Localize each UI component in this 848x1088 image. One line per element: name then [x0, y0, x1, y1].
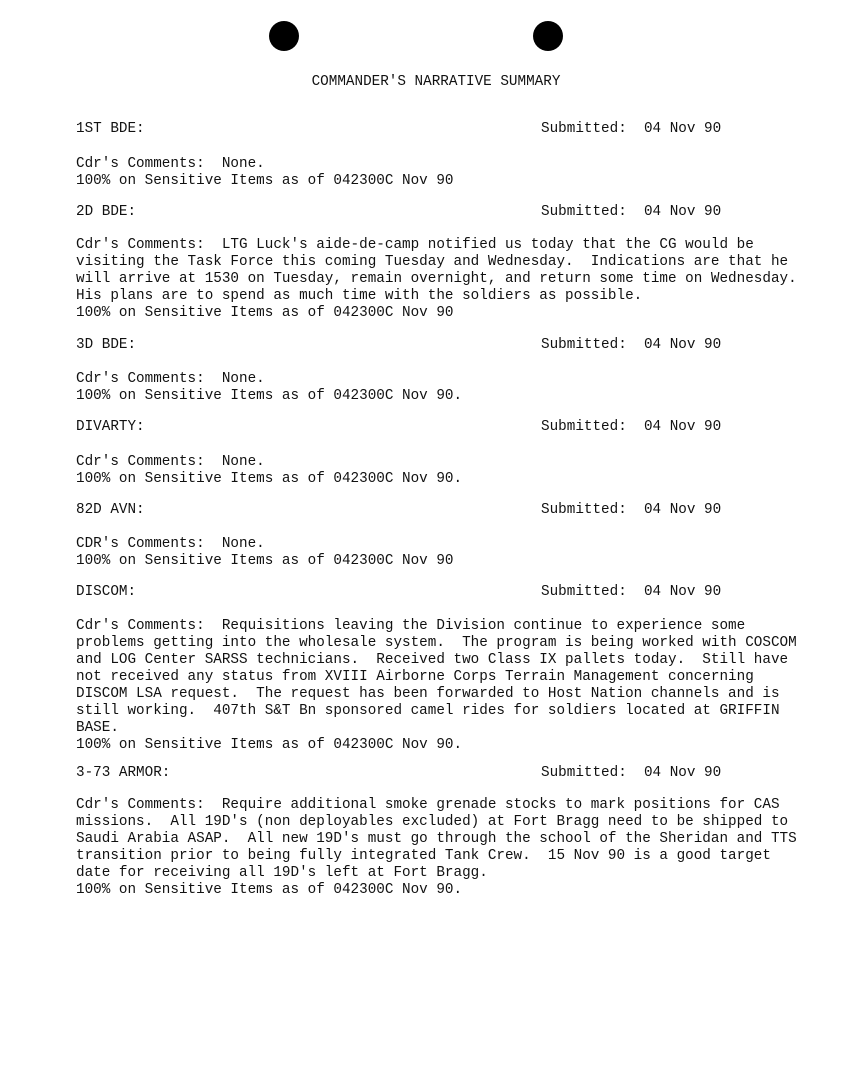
submitted-date: Submitted: 04 Nov 90 [541, 121, 722, 137]
comment-line: transition prior to being fully integrated Tank Crew. 15 Nov 90 is a good target [76, 848, 771, 864]
comment-line: 100% on Sensitive Items as of 042300C Nov 90. [76, 471, 463, 487]
comment-line: problems getting into the wholesale system. The program is being worked with COSCOM [76, 635, 797, 651]
comment-line: 100% on Sensitive Items as of 042300C Nov 90 [76, 305, 454, 321]
comment-line: and LOG Center SARSS technicians. Received two Class IX pallets today. Still have [76, 652, 789, 668]
comment-line: date for receiving all 19D's left at Fort Bragg. [76, 865, 488, 881]
comment-line: missions. All 19D's (non deployables excluded) at Fort Bragg need to be shipped to [76, 814, 789, 830]
submitted-date: Submitted: 04 Nov 90 [541, 204, 722, 220]
comment-line: Cdr's Comments: Require additional smoke grenade stocks to mark positions for CAS [76, 797, 780, 813]
comment-line: 100% on Sensitive Items as of 042300C Nov 90 [76, 553, 454, 569]
punch-hole-left [269, 21, 299, 51]
unit-name: DISCOM: [76, 584, 137, 600]
commander-comments [76, 371, 462, 405]
comment-line: CDR's Comments: None. [76, 536, 265, 552]
comment-line: BASE. [76, 720, 119, 736]
unit-name: 1ST BDE: [76, 121, 145, 137]
submitted-date: Submitted: 04 Nov 90 [541, 337, 722, 353]
commander-comments [76, 156, 454, 190]
commander-comments [76, 454, 462, 488]
commander-comments [76, 536, 454, 570]
comment-line: not received any status from XVIII Airborne Corps Terrain Management concerning [76, 669, 754, 685]
comment-line: 100% on Sensitive Items as of 042300C Nov 90. [76, 882, 463, 898]
comment-line: His plans are to spend as much time with the soldiers as possible. [76, 288, 643, 304]
commander-comments [76, 237, 797, 322]
comment-line: visiting the Task Force this coming Tuesday and Wednesday. Indications are that he [76, 254, 789, 270]
comment-line: DISCOM LSA request. The request has been forwarded to Host Nation channels and is [76, 686, 780, 702]
unit-name: DIVARTY: [76, 419, 145, 435]
submitted-date: Submitted: 04 Nov 90 [541, 584, 722, 600]
submitted-date: Submitted: 04 Nov 90 [541, 419, 722, 435]
comment-line: 100% on Sensitive Items as of 042300C Nov 90. [76, 388, 463, 404]
comment-line: Cdr's Comments: None. [76, 454, 265, 470]
commander-comments [76, 618, 797, 754]
punch-hole-right [533, 21, 563, 51]
comment-line: Cdr's Comments: None. [76, 156, 265, 172]
commander-comments [76, 797, 797, 899]
comment-line: still working. 407th S&T Bn sponsored camel rides for soldiers located at GRIFFIN [76, 703, 780, 719]
comment-line: 100% on Sensitive Items as of 042300C Nov 90. [76, 737, 463, 753]
unit-name: 82D AVN: [76, 502, 145, 518]
unit-name: 2D BDE: [76, 204, 137, 220]
comment-line: Saudi Arabia ASAP. All new 19D's must go through the school of the Sheridan and TTS [76, 831, 797, 847]
comment-line: will arrive at 1530 on Tuesday, remain overnight, and return some time on Wednesday. [76, 271, 797, 287]
unit-name: 3-73 ARMOR: [76, 765, 171, 781]
unit-name: 3D BDE: [76, 337, 137, 353]
page-title: COMMANDER'S NARRATIVE SUMMARY [311, 74, 561, 90]
submitted-date: Submitted: 04 Nov 90 [541, 765, 722, 781]
comment-line: Cdr's Comments: LTG Luck's aide-de-camp notified us today that the CG would be [76, 237, 754, 253]
comment-line: Cdr's Comments: Requisitions leaving the Division continue to experience some [76, 618, 746, 634]
comment-line: Cdr's Comments: None. [76, 371, 265, 387]
comment-line: 100% on Sensitive Items as of 042300C Nov 90 [76, 173, 454, 189]
submitted-date: Submitted: 04 Nov 90 [541, 502, 722, 518]
